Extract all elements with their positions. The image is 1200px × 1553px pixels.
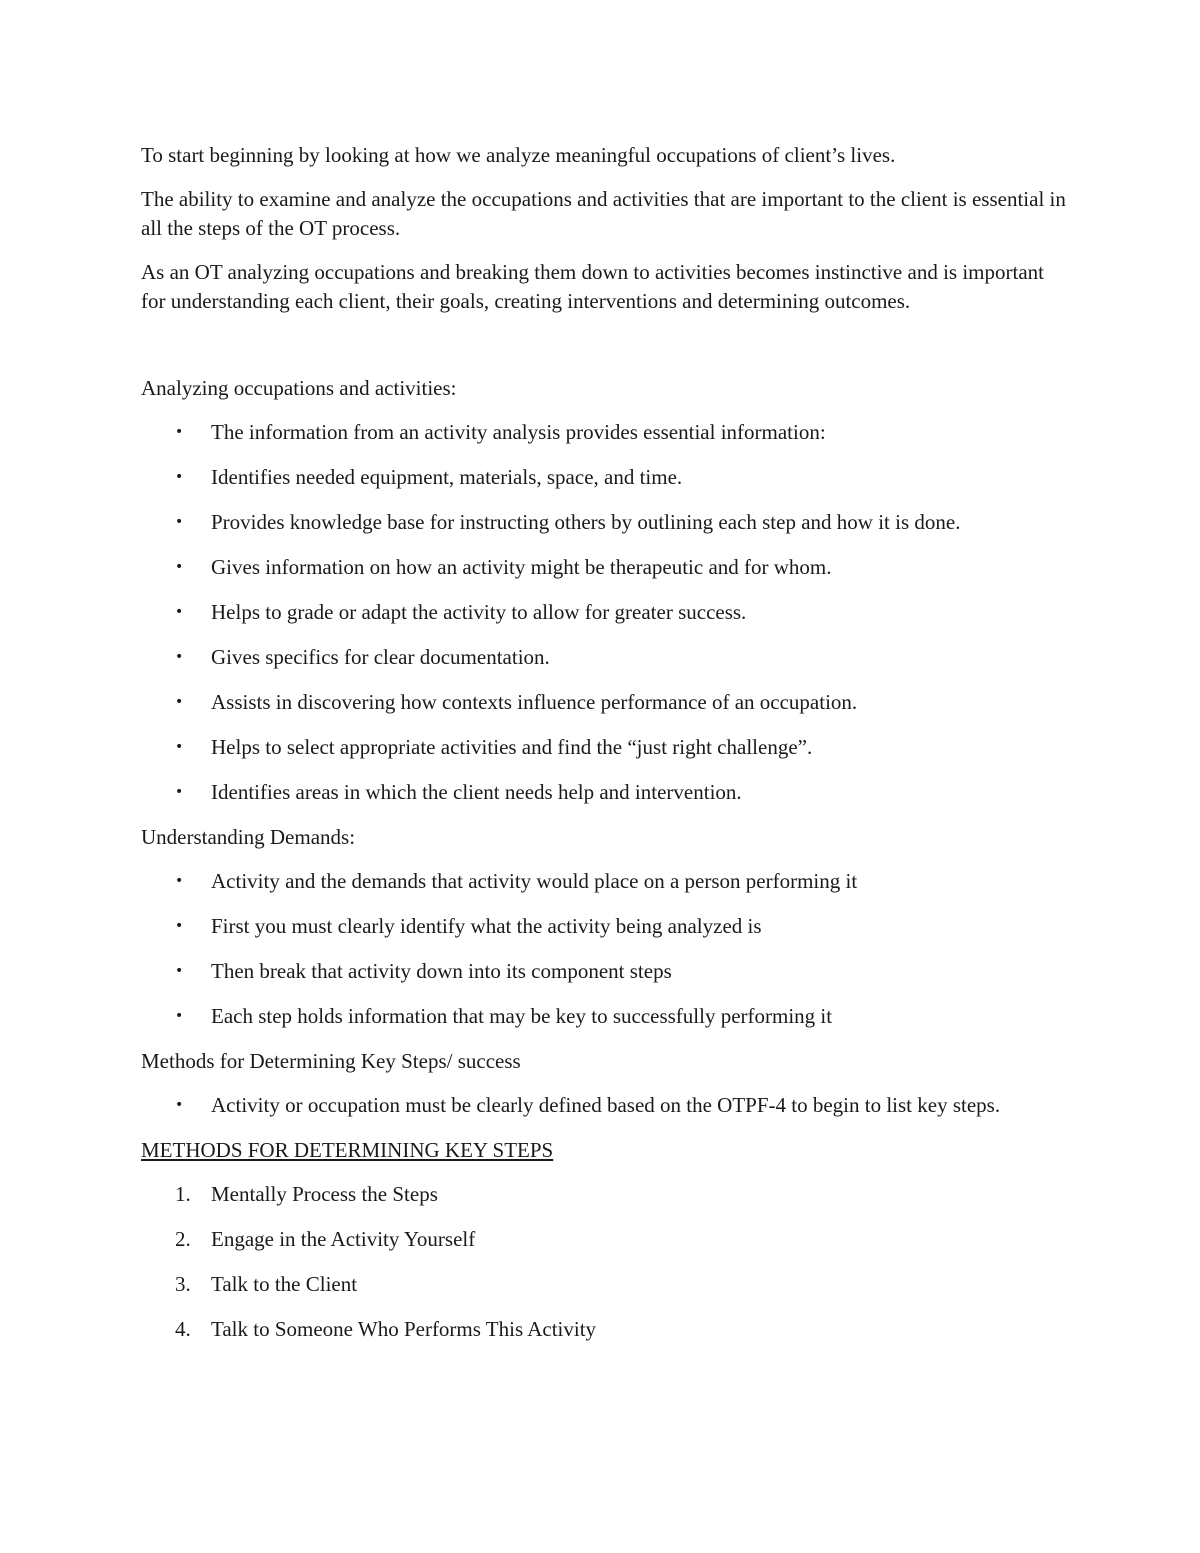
item-text: Talk to the Client bbox=[211, 1272, 358, 1296]
list-item: • Activity or occupation must be clearly defined based on the OTPF-4 to begin to list key steps. bbox=[141, 1091, 1071, 1120]
intro-paragraph-1: To start beginning by looking at how we analyze meaningful occupations of client’s lives. bbox=[141, 143, 896, 167]
analyzing-heading: Analyzing occupations and activities: bbox=[141, 376, 457, 400]
intro-paragraph-3: As an OT analyzing occupations and breaking them down to activities becomes instinctive and is important for understanding each client, their goals, creating interventions and determining outcomes. bbox=[141, 260, 1044, 313]
methods-success-list bbox=[141, 1091, 1071, 1120]
list-item: • Activity and the demands that activity would place on a person performing it bbox=[141, 867, 1071, 896]
item-text: Mentally Process the Steps bbox=[211, 1182, 438, 1206]
list-item: • Helps to select appropriate activities and find the “just right challenge”. bbox=[141, 733, 1071, 762]
list-item: • Each step holds information that may be key to successfully performing it bbox=[141, 1002, 1071, 1031]
demands-heading: Understanding Demands: bbox=[141, 825, 356, 849]
methods-success-heading: Methods for Determining Key Steps/ success bbox=[141, 1049, 521, 1073]
demands-list bbox=[141, 867, 1071, 1031]
item-number: 1. bbox=[175, 1182, 191, 1206]
list-item: • The information from an activity analysis provides essential information: bbox=[141, 418, 1071, 447]
methods-key-steps-heading: METHODS FOR DETERMINING KEY STEPS bbox=[141, 1138, 554, 1162]
list-item: • Assists in discovering how contexts influence performance of an occupation. bbox=[141, 688, 1071, 717]
numbered-item bbox=[141, 1180, 1071, 1209]
list-item: • Then break that activity down into its component steps bbox=[141, 957, 1071, 986]
analyzing-list bbox=[141, 418, 1071, 807]
list-item: • First you must clearly identify what the activity being analyzed is bbox=[141, 912, 1071, 941]
list-item: • Helps to grade or adapt the activity to allow for greater success. bbox=[141, 598, 1071, 627]
numbered-item bbox=[141, 1225, 1071, 1254]
list-item: • Provides knowledge base for instructing others by outlining each step and how it is done. bbox=[141, 508, 1071, 537]
methods-key-steps-list bbox=[141, 1180, 1071, 1344]
numbered-item bbox=[141, 1315, 1071, 1344]
item-number: 4. bbox=[175, 1317, 191, 1341]
item-number: 2. bbox=[175, 1227, 191, 1251]
document-page bbox=[141, 141, 1071, 1360]
list-item: • Gives information on how an activity might be therapeutic and for whom. bbox=[141, 553, 1071, 582]
list-item: • Gives specifics for clear documentation. bbox=[141, 643, 1071, 672]
list-item: • Identifies areas in which the client needs help and intervention. bbox=[141, 778, 1071, 807]
item-number: 3. bbox=[175, 1272, 191, 1296]
item-text: Engage in the Activity Yourself bbox=[211, 1227, 476, 1251]
intro-paragraph-2: The ability to examine and analyze the occupations and activities that are important to the client is essential in all the steps of the OT process. bbox=[141, 187, 1066, 240]
item-text: Talk to Someone Who Performs This Activity bbox=[211, 1317, 597, 1341]
list-item: • Identifies needed equipment, materials, space, and time. bbox=[141, 463, 1071, 492]
numbered-item bbox=[141, 1270, 1071, 1299]
blank-line bbox=[141, 331, 1071, 374]
